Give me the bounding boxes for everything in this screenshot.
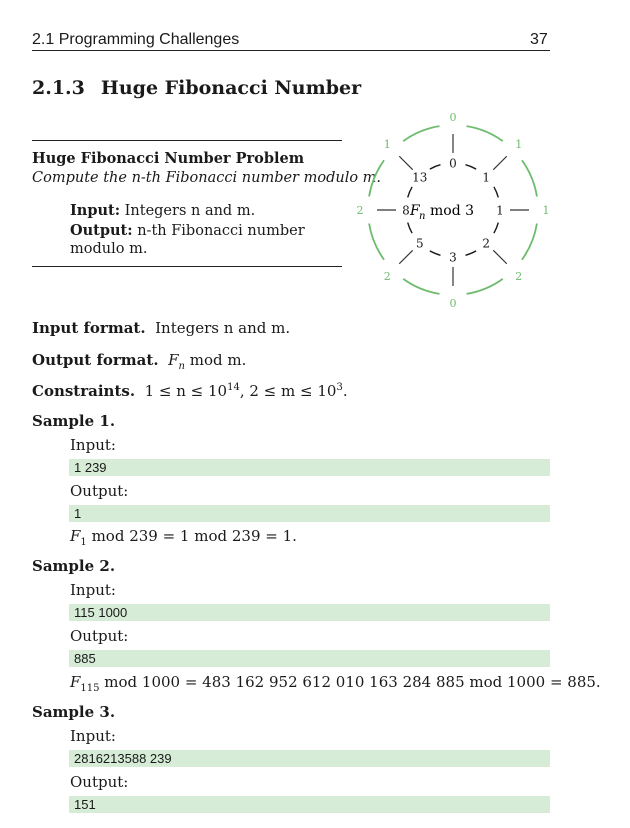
problem-input: [70, 201, 255, 221]
input-format: [32, 319, 290, 337]
outer-arc-2: [522, 224, 537, 260]
inner-value-0: 0: [449, 156, 457, 171]
outer-value-4: 0: [449, 297, 457, 307]
sample-2-output-label: Output:: [70, 627, 129, 645]
outer-arc-6: [369, 160, 384, 196]
sample-1-title: Sample 1.: [32, 412, 116, 430]
problem-input-label: Input:: [70, 202, 121, 219]
inner-value-6: 8: [402, 203, 410, 218]
outer-value-0: 0: [449, 112, 457, 124]
sample-3-input-label: Input:: [70, 727, 116, 745]
output-format-sub: n: [178, 361, 185, 372]
sample-2-note-F: F: [70, 673, 81, 691]
output-format-rest: mod m.: [184, 351, 247, 369]
section-title-text: Huge Fibonacci Number: [100, 77, 362, 99]
problem-input-text: Integers n and m.: [124, 203, 256, 219]
outer-value-5: 2: [383, 269, 391, 283]
sample-2-note-rest: mod 1000 = 483 162 952 612 010 163 284 885 mod 1000 = 885.: [99, 673, 601, 691]
sample-1-output-bar: [69, 505, 550, 522]
inner-arc-7: [430, 165, 441, 169]
output-format-F: F: [168, 351, 179, 369]
sample-1-input-bar: [69, 459, 550, 476]
sample-2-input-label: Input:: [70, 581, 116, 599]
outer-value-6: 2: [356, 204, 364, 217]
sample-2-input: 115 1000: [74, 605, 128, 620]
outer-arc-1: [522, 160, 537, 196]
inner-value-7: 13: [412, 170, 428, 185]
page-number: 37: [530, 31, 548, 48]
problem-box-bottom-rule: [32, 266, 342, 267]
constraints-text-3: .: [342, 382, 348, 400]
inner-arc-5: [408, 223, 412, 234]
sample-3-input: 2816213588 239: [74, 751, 172, 766]
problem-output: [70, 221, 305, 241]
constraints-text-2: , 2 ≤ m ≤ 10: [239, 382, 337, 400]
constraints-label: Constraints.: [32, 382, 136, 400]
diagram-center-F: F: [410, 203, 420, 219]
outer-arc-3: [467, 279, 503, 294]
outer-arc-7: [403, 126, 439, 141]
output-format: [32, 351, 246, 372]
section-number: 2.1.3: [32, 77, 85, 99]
inner-arc-0: [466, 165, 477, 169]
sample-2-output: 885: [74, 651, 96, 666]
inner-value-1: 1: [482, 170, 491, 185]
problem-title: Huge Fibonacci Number Problem: [32, 150, 305, 167]
sample-3-title: Sample 3.: [32, 703, 116, 721]
sample-1-input: 1 239: [74, 460, 107, 475]
constraints: [32, 382, 348, 400]
sample-1-note-sub: 1: [80, 537, 87, 548]
inner-value-5: 5: [415, 236, 424, 251]
problem-box-top-rule: [32, 140, 342, 141]
problem-output-text-1: n-th Fibonacci number: [137, 223, 305, 239]
connector-5: [399, 250, 412, 263]
sample-2-input-bar: [69, 604, 550, 621]
diagram-center-mod: mod 3: [430, 203, 475, 219]
connector-3: [493, 250, 506, 263]
sample-3-output: 151: [74, 797, 96, 812]
inner-arc-6: [408, 187, 412, 198]
inner-value-2: 1: [496, 203, 504, 218]
constraints-exp-2: 3: [336, 382, 343, 393]
sample-1-explanation: [70, 527, 297, 548]
section-title: [32, 77, 361, 99]
sample-3-output-bar: [69, 796, 550, 813]
inner-arc-4: [430, 251, 441, 255]
sample-2-output-bar: [69, 650, 550, 667]
inner-arc-1: [494, 187, 498, 198]
outer-value-7: 1: [383, 138, 391, 152]
sample-1-note-rest: mod 239 = 1 mod 239 = 1.: [86, 527, 297, 545]
header-rule: [32, 50, 550, 51]
outer-value-3: 2: [515, 269, 523, 283]
connector-1: [493, 156, 506, 169]
input-format-label: Input format.: [32, 319, 146, 337]
sample-1-input-label: Input:: [70, 436, 116, 454]
outer-value-2: 1: [542, 204, 550, 217]
constraints-exp-1: 14: [227, 382, 240, 393]
sample-1-output-label: Output:: [70, 482, 129, 500]
sample-2-note-sub: 115: [80, 683, 100, 694]
sample-2-explanation: [70, 673, 601, 694]
inner-arc-2: [494, 223, 498, 234]
inner-value-4: 3: [449, 250, 457, 265]
problem-output-line2: modulo m.: [70, 241, 148, 257]
running-header-section: 2.1 Programming Challenges: [32, 31, 240, 48]
sample-1-output: 1: [74, 506, 82, 521]
sample-1-note-F: F: [70, 527, 81, 545]
output-format-label: Output format.: [32, 351, 159, 369]
outer-arc-4: [403, 279, 439, 294]
diagram-center-sub: n: [419, 211, 426, 222]
sample-2-title: Sample 2.: [32, 557, 116, 575]
outer-value-1: 1: [515, 138, 523, 152]
problem-description: Compute the n-th Fibonacci number modulo m.: [32, 170, 382, 186]
pisano-cycle-diagram: [355, 112, 555, 307]
problem-output-label: Output:: [70, 222, 133, 239]
sample-3-output-label: Output:: [70, 773, 129, 791]
inner-value-3: 2: [482, 236, 491, 251]
inner-arc-3: [466, 251, 477, 255]
input-format-text: Integers n and m.: [155, 319, 291, 337]
outer-arc-5: [369, 224, 384, 260]
outer-arc-0: [467, 126, 503, 141]
constraints-text-1: 1 ≤ n ≤ 10: [144, 382, 228, 400]
connector-7: [399, 156, 412, 169]
